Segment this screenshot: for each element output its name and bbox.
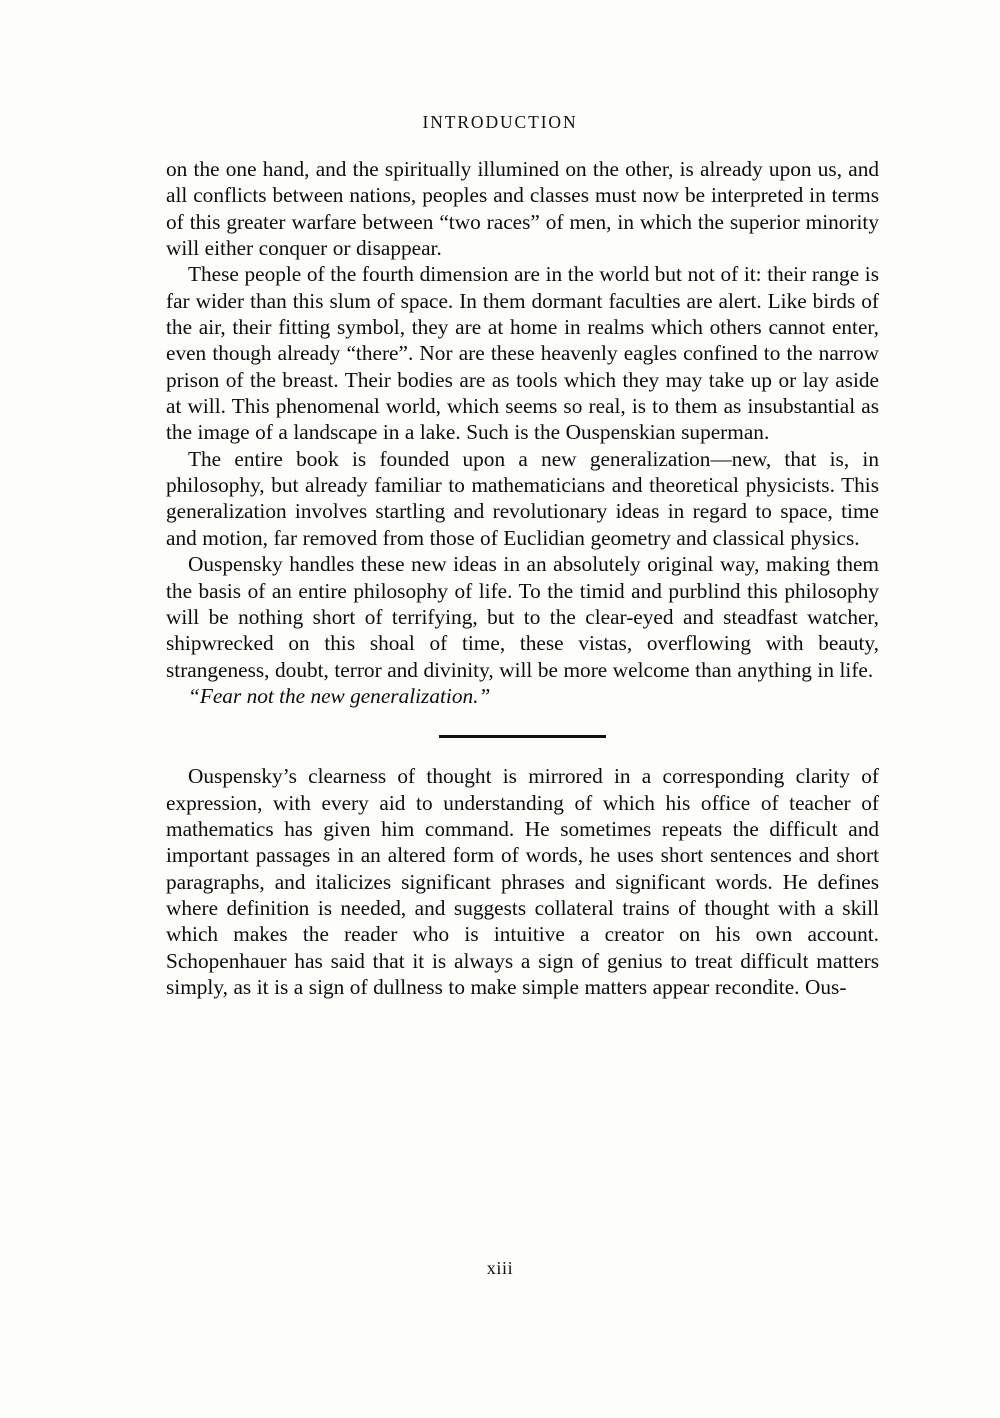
paragraph-fourth-dimension-people: These people of the fourth dimension are in the world but not of it: their range is far wider than this slum of space. In them dormant faculties are alert. Like birds of the air, their fitting symbol, they are at home in realms which others cannot enter, even though already “there”. Nor are these heavenly eagles confined to the narrow prison of the breast. Their bodies are as tools which they may take up or lay aside at will. This phenomenal world, which seems so real, is to them as insubstantial as the image of a landscape in a lake. Such is the Ouspenskian superman. [166,262,879,445]
section-divider-rule [439,735,606,738]
running-head: INTRODUCTION [422,112,578,132]
pull-quote-fear-not: “Fear not the new generalization.” [188,683,491,708]
paragraph-continued-two-races: on the one hand, and the spiritually illumined on the other, is already upon us, and all conflicts between nations, peoples and classes must now be interpreted in terms of this greater warfare between “two races” of men, in which the superior minority will either conquer or disappear. [166,157,879,261]
paragraph-clearness-of-thought: Ouspensky’s clearness of thought is mirrored in a corresponding clarity of expression, with every aid to understanding of which his office of teacher of mathematics has given him command. He sometimes repeats the difficult and important passages in an altered form of words, he uses short sentences and short paragraphs, and italicizes significant phrases and significant words. He defines where definition is needed, and suggests collateral trains of thought with a skill which makes the reader who is intuitive a creator on his own account. Schopenhauer has said that it is always a sign of genius to treat difficult matters simply, as it is a sign of dullness to make simple matters appear recondite. Ous- [166,764,879,999]
paragraph-ouspensky-handles: Ouspensky handles these new ideas in an absolutely original way, making them the basis of an entire philosophy of life. To the timid and purblind this philosophy will be nothing short of terrifying, but to the clear-eyed and steadfast watcher, shipwrecked on this shoal of time, these vistas, overflowing with beauty, strangeness, doubt, terror and divinity, will be more welcome than anything in life. [166,552,879,682]
section-divider-wrapper [166,709,879,763]
text-block [166,156,879,1000]
paragraph-new-generalization: The entire book is founded upon a new generalization—new, that is, in philosophy, but already familiar to mathematicians and theoretical physicists. This generalization involves startling and revolutionary ideas in regard to space, time and motion, far removed from those of Euclidian geometry and classical physics. [166,446,879,550]
page-number: xiii [486,1258,514,1278]
